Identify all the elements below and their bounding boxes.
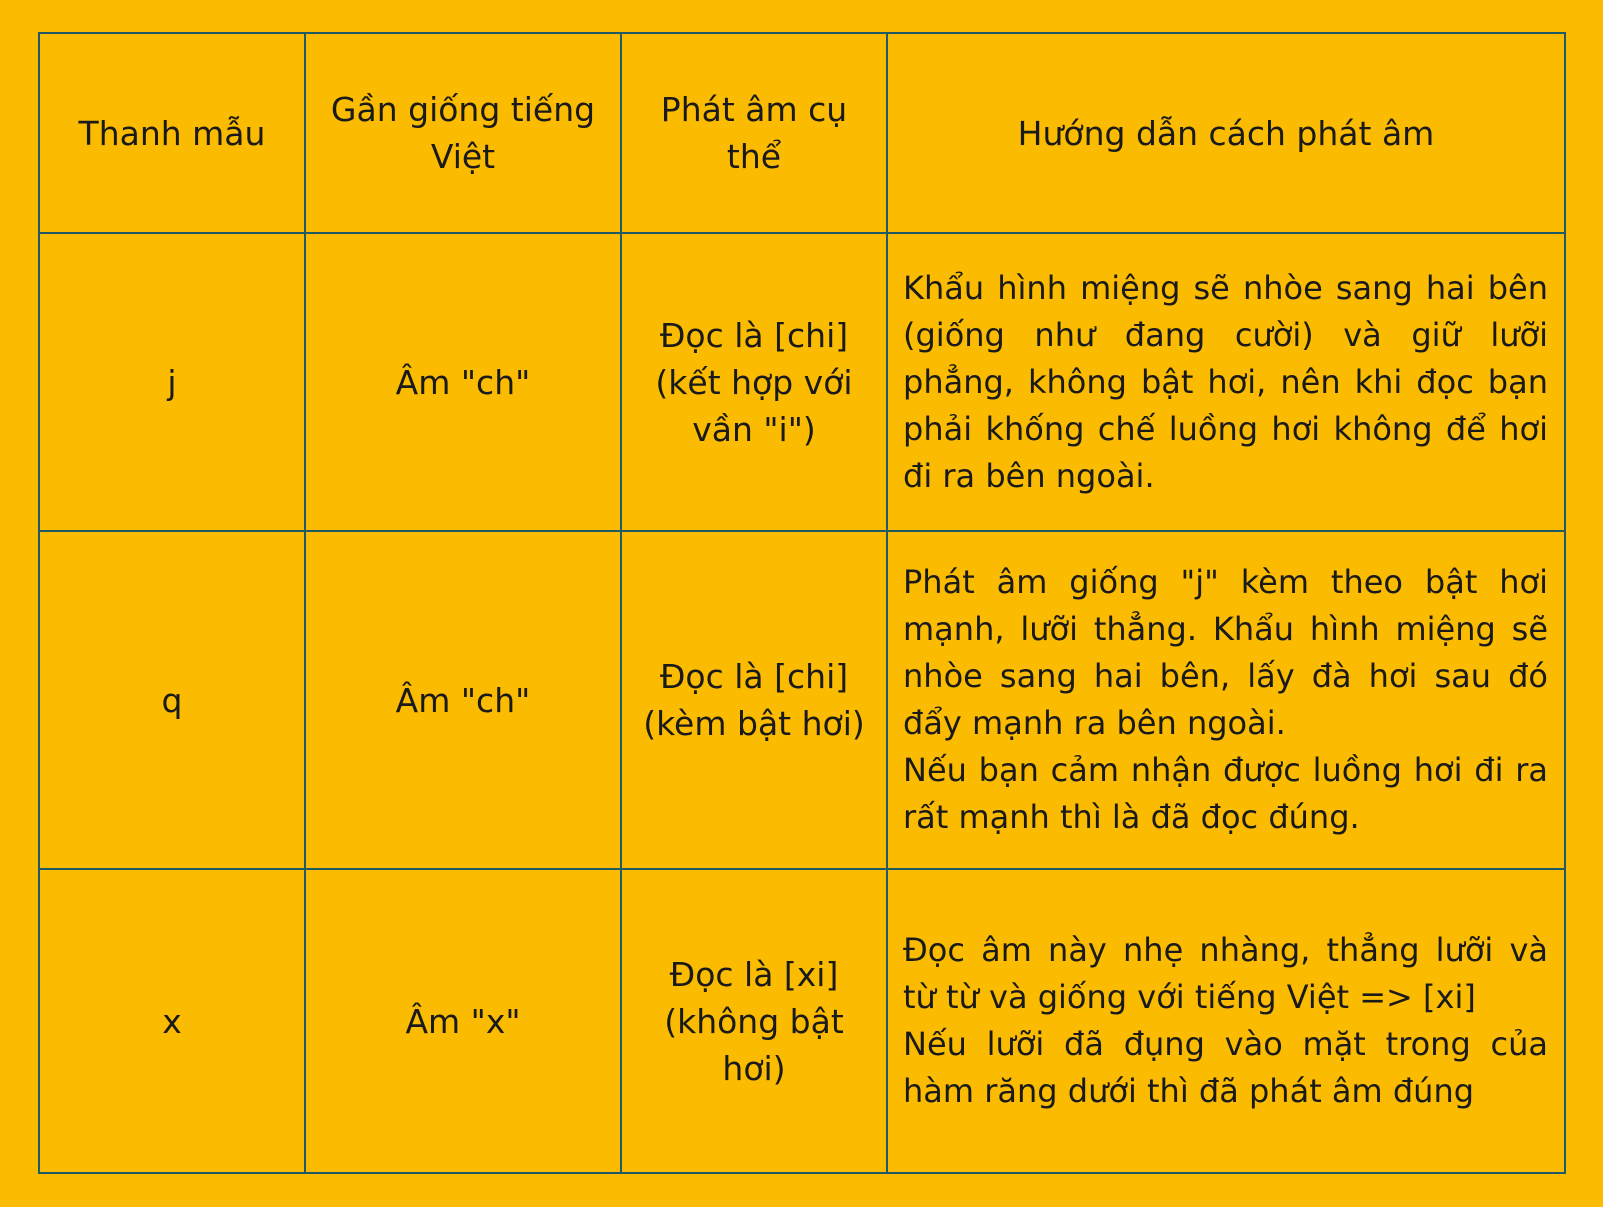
cell-similar: Âm "ch" <box>305 233 621 531</box>
header-specific-pronunciation: Phát âm cụ thể <box>621 33 887 233</box>
cell-initial: j <box>39 233 305 531</box>
cell-guide <box>887 869 1565 1173</box>
table-row <box>39 531 1565 869</box>
guide-paragraph: Nếu lưỡi đã đụng vào mặt trong của hàm răng dưới thì đã phát âm đúng <box>903 1025 1548 1110</box>
guide-paragraph: Phát âm giống "j" kèm theo bật hơi mạnh, lưỡi thẳng. Khẩu hình miệng sẽ nhòe sang hai bên, lấy đà hơi sau đó đẩy mạnh ra bên ngoài. <box>903 563 1548 742</box>
cell-specific: Đọc là [chi] (kết hợp với vần "i") <box>621 233 887 531</box>
cell-similar: Âm "ch" <box>305 531 621 869</box>
cell-similar: Âm "x" <box>305 869 621 1173</box>
cell-guide <box>887 531 1565 869</box>
cell-specific: Đọc là [xi] (không bật hơi) <box>621 869 887 1173</box>
table-row <box>39 869 1565 1173</box>
cell-initial: q <box>39 531 305 869</box>
header-pronunciation-guide: Hướng dẫn cách phát âm <box>887 33 1565 233</box>
pinyin-initials-table <box>38 32 1566 1174</box>
guide-paragraph: Đọc âm này nhẹ nhàng, thẳng lưỡi và từ từ và giống với tiếng Việt => [xi] <box>903 931 1548 1016</box>
header-initial: Thanh mẫu <box>39 33 305 233</box>
guide-paragraph: Khẩu hình miệng sẽ nhòe sang hai bên (giống như đang cười) và giữ lưỡi phẳng, không bật hơi, nên khi đọc bạn phải khống chế luồng hơi không để hơi đi ra bên ngoài. <box>903 268 1548 495</box>
guide-paragraph: Nếu bạn cảm nhận được luồng hơi đi ra rất mạnh thì là đã đọc đúng. <box>903 751 1548 836</box>
header-similar-vietnamese: Gần giống tiếng Việt <box>305 33 621 233</box>
cell-guide <box>887 233 1565 531</box>
table-row <box>39 233 1565 531</box>
cell-initial: x <box>39 869 305 1173</box>
cell-specific: Đọc là [chi] (kèm bật hơi) <box>621 531 887 869</box>
table-header-row <box>39 33 1565 233</box>
